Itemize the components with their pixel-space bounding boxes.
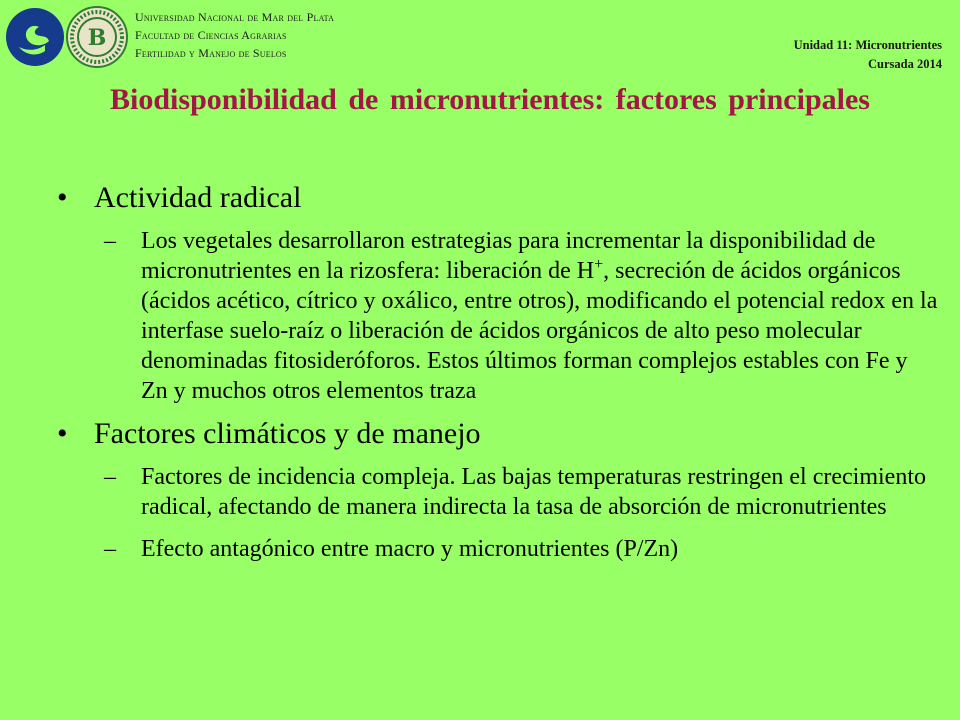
sub-bullet-marker: –: [104, 228, 116, 254]
sub-bullet-marker: –: [104, 536, 116, 562]
faculty-name: Facultad de Ciencias Agrarias: [135, 28, 287, 42]
hydrogen-ion-charge: +: [594, 256, 604, 273]
sub-bullet-text: Factores de incidencia compleja. Las bajas temperaturas restringen el crecimiento radical, afectando de manera indirecta la tasa de absorción de micronutrientes: [141, 464, 926, 520]
sub-bullet-text-part2: , secreción de ácidos orgánicos (ácidos acético, cítrico y oxálico, entre otros), modificando el potencial redox en la interfase suelo-raíz o liberación de ácidos orgánicos de alto peso molecular denominadas fitosideróforos. Estos últimos forman complejos estables con Fe y Zn y muchos otros elementos traza: [141, 258, 938, 404]
sub-bullet-marker: –: [104, 464, 116, 490]
unit-label: Unidad 11: Micronutrientes: [793, 38, 942, 52]
unit-info: [794, 36, 942, 74]
bullet-marker: •: [57, 181, 68, 214]
sub-bullet-antagonismo: [0, 534, 960, 564]
sub-bullet-text: Efecto antagónico entre macro y micronutrientes (P/Zn): [141, 536, 679, 562]
department-name: Fertilidad y Manejo de Suelos: [135, 46, 287, 60]
bullet-text: Factores climáticos y de manejo: [94, 417, 481, 450]
sub-bullet-estrategias: [0, 226, 960, 406]
sub-bullet-incidencia: [0, 462, 960, 522]
institution-block: [135, 8, 334, 62]
slide-title: Biodisponibilidad de micronutrientes: factores principales: [110, 83, 870, 116]
facultad-seal-logo: [66, 6, 128, 68]
unmdp-wave-logo: [5, 7, 65, 67]
seal-letter: B: [87, 25, 107, 51]
bullet-marker: •: [57, 417, 68, 450]
university-name: Universidad Nacional de Mar del Plata: [135, 10, 335, 24]
slide-content: [0, 180, 960, 564]
bullet-factores-climaticos: [0, 416, 960, 452]
sub-bullet-text-part1: Los vegetales desarrollaron estrategias para incrementar la disponibilidad de micronutrientes en la rizosfera: liberación de H: [141, 228, 876, 284]
course-label: Cursada 2014: [868, 57, 942, 71]
bullet-actividad-radical: [0, 180, 960, 216]
bullet-text: Actividad radical: [94, 181, 302, 214]
